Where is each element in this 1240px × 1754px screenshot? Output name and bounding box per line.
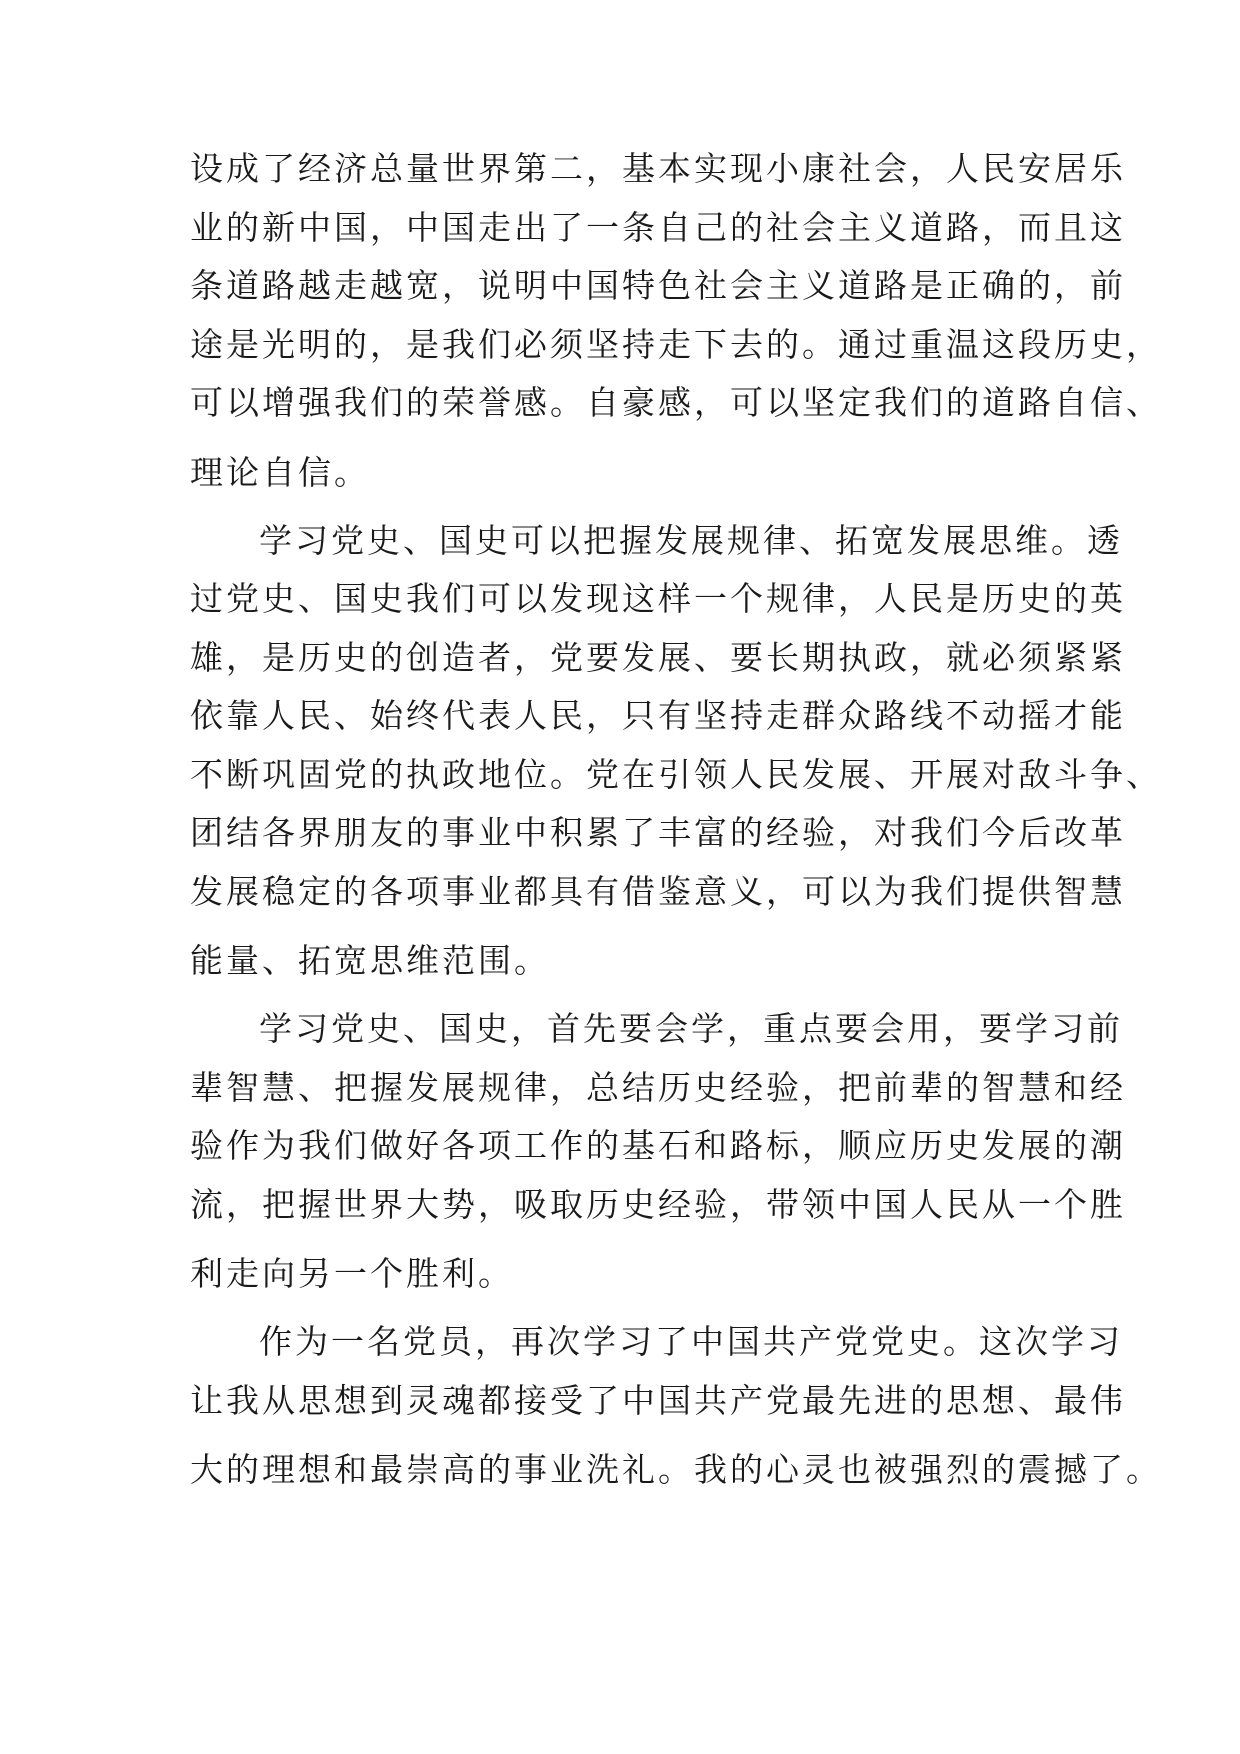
paragraph-line: 途是光明的，是我们必须坚持走下去的。通过重温这段历史， (190, 324, 1162, 364)
paragraph-line: 让我从思想到灵魂都接受了中国共产党最先进的思想、最伟 (190, 1380, 1126, 1420)
paragraph-line: 流，把握世界大势，吸取历史经验，带领中国人民从一个胜 (190, 1184, 1126, 1224)
paragraph-line: 能量、拓宽思维范围。 (190, 941, 550, 980)
paragraph-line: 学习党史、国史可以把握发展规律、拓宽发展思维。透 (259, 520, 1123, 560)
paragraph-line: 辈智慧、把握发展规律，总结历史经验，把前辈的智慧和经 (190, 1067, 1126, 1107)
paragraph-line: 雄，是历史的创造者，党要发展、要长期执政，就必须紧紧 (190, 637, 1126, 677)
paragraph-line: 大的理想和最崇高的事业洗礼。我的心灵也被强烈的震撼了。 (190, 1450, 1162, 1489)
paragraph-4 (190, 1313, 1162, 1509)
paragraph-line: 设成了经济总量世界第二，基本实现小康社会，人民安居乐 (190, 149, 1126, 188)
paragraph-3 (190, 1000, 1126, 1313)
paragraph-1 (190, 140, 1162, 512)
paragraph-line: 理论自信。 (190, 452, 370, 492)
paragraph-2 (190, 512, 1162, 1001)
paragraph-line: 作为一名党员，再次学习了中国共产党党史。这次学习 (259, 1322, 1123, 1361)
paragraph-line: 条道路越走越宽，说明中国特色社会主义道路是正确的，前 (190, 266, 1126, 305)
paragraph-line: 可以增强我们的荣誉感。自豪感，可以坚定我们的道路自信、 (190, 383, 1162, 422)
paragraph-line: 团结各界朋友的事业中积累了丰富的经验，对我们今后改革 (190, 813, 1126, 852)
paragraph-line: 利走向另一个胜利。 (190, 1254, 514, 1293)
paragraph-line: 过党史、国史我们可以发现这样一个规律，人民是历史的英 (190, 579, 1126, 618)
paragraph-line: 学习党史、国史，首先要会学，重点要会用，要学习前 (259, 1009, 1123, 1048)
document-body (190, 140, 1162, 1509)
paragraph-line: 验作为我们做好各项工作的基石和路标，顺应历史发展的潮 (190, 1126, 1126, 1165)
paragraph-line: 业的新中国，中国走出了一条自己的社会主义道路，而且这 (190, 207, 1126, 247)
paragraph-line: 不断巩固党的执政地位。党在引领人民发展、开展对敌斗争、 (190, 754, 1162, 794)
paragraph-line: 依靠人民、始终代表人民，只有坚持走群众路线不动摇才能 (190, 696, 1126, 735)
paragraph-line: 发展稳定的各项事业都具有借鉴意义，可以为我们提供智慧 (190, 871, 1126, 911)
